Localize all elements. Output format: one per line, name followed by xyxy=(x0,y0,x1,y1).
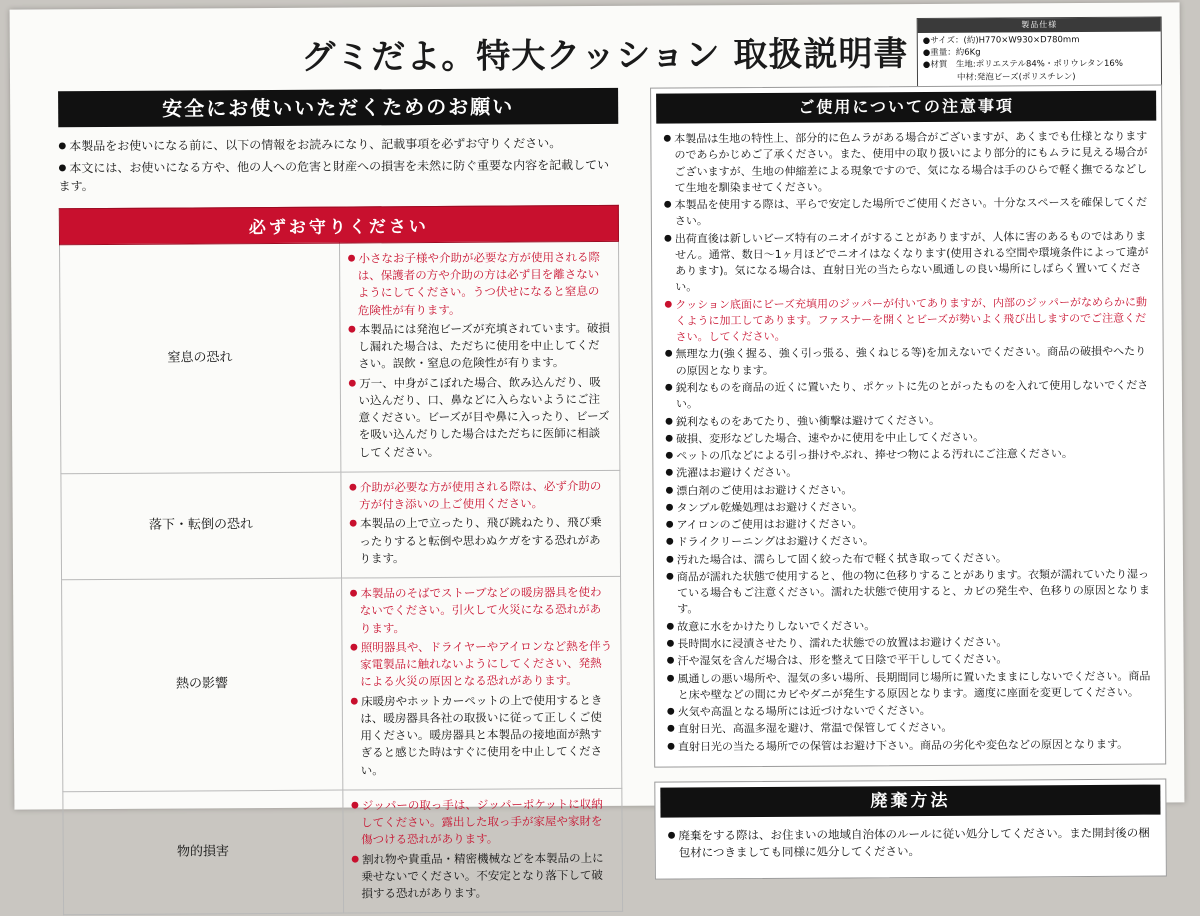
usage-item: ● 汚れた場合は、濡らして固く絞った布で軽く拭き取ってください。 xyxy=(666,549,1154,568)
safety-lead xyxy=(58,134,618,196)
usage-item: ● 直射日光の当たる場所での保管はお避け下さい。商品の劣化や変色などの原因となります。 xyxy=(667,736,1155,755)
usage-item: ● 長時間水に浸漬させたり、濡れた状態での放置はお避けください。 xyxy=(666,634,1154,653)
warning-table xyxy=(59,205,623,916)
usage-item: ● タンブル乾燥処理はお避けください。 xyxy=(666,497,1154,516)
usage-item: ● 鋭利なものを商品の近くに置いたり、ポケットに先のとがったものを入れて使用しないでください。 xyxy=(665,378,1153,414)
row-item: ● ジッパーの取っ手は、ジッパーポケットに収納してください。露出した取っ手が家屋や家財を傷つける恐れがあります。 xyxy=(351,796,614,849)
table-row xyxy=(63,788,623,915)
row-item: ● 介助が必要な方が使用される際は、必ず介助の方が付き添いの上ご使用ください。 xyxy=(349,478,612,514)
row-category: 落下・転倒の恐れ xyxy=(61,472,341,580)
safety-section xyxy=(58,88,623,916)
page-title: グミだよ。特大クッション 取扱説明書 xyxy=(301,34,909,78)
usage-item: ● 汗や湿気を含んだ場合は、形を整えて日陰で平干ししてください。 xyxy=(667,651,1155,670)
spec-line: 中材:発泡ビーズ(ポリスチレン) xyxy=(922,71,1076,83)
usage-item-highlighted: ● クッション底面にビーズ充填用のジッパーが付いてありますが、内部のジッパーがなめらかに動くように加工してあります。ファスナーを開くとビーズが勢いよく飛び出しますのでご注意ください。してください。 xyxy=(664,294,1152,346)
row-body xyxy=(339,241,620,472)
table-header-row xyxy=(59,205,618,244)
safety-banner: 安全にお使いいただくためのお願い xyxy=(58,88,618,127)
row-item: ● 本製品のそばでストーブなどの暖房器具を使わないでください。引火して火災になる恐れがあります。 xyxy=(350,584,613,637)
row-item: ● 割れ物や貴重品・精密機械などを本製品の上に乗せないでください。不安定となり落下して破損する恐れがあります。 xyxy=(351,849,614,902)
row-item: ● 本製品には発泡ビーズが充填されています。破損し漏れた場合は、ただちに使用を中止してください。誤飲・窒息の危険性が有ります。 xyxy=(348,320,611,373)
usage-box xyxy=(650,85,1166,768)
usage-item: ● 風通しの悪い場所や、湿気の多い場所、長期間同じ場所に置いたままにしないでください。商品と床や壁などの間にカビやダニが発生する原因となります。適度に座面を変更してください。 xyxy=(667,668,1155,704)
usage-item: ● 本製品は生地の特性上、部分的に色ムラがある場合がございますが、あくまでも仕様となりますのであらかじめご了承ください。また、使用中の取り扱いにより部分的にもムラに見える場合がございますが、生地の伸縮差による現象ですので、気になる場合は手のひらで軽く撫でるなどして生地を馴染ませてください。 xyxy=(663,129,1151,197)
row-item: ● 万一、中身がこぼれた場合、飲み込んだり、吸い込んだり、口、鼻などに入らないようにご注意ください。ビーズが目や鼻に入ったり、ビーズを吸い込んだりした場合はただちに医師に相談してください。 xyxy=(348,373,611,461)
safety-lead-line: ● 本文には、お使いになる方や、他の人への危害と財産への損害を未然に防ぐ重要な内容を記載しています。 xyxy=(58,155,618,196)
row-item: ● 小さなお子様や介助が必要な方が使用される際は、保護者の方や介助の方は必ず目を離さないようにしてください。うつ伏せになると窒息の危険性が有ります。 xyxy=(348,249,611,320)
safety-lead-line: ● 本製品をお使いになる前に、以下の情報をお読みになり、記載事項を必ずお守りください。 xyxy=(58,134,618,156)
usage-item: ● ドライクリーニングはお避けください。 xyxy=(666,532,1154,551)
table-row xyxy=(60,241,620,473)
table-row xyxy=(61,470,621,580)
usage-banner: ご使用についての注意事項 xyxy=(656,91,1156,124)
usage-item: ● 破損、変形などした場合、速やかに使用を中止してください。 xyxy=(665,428,1153,447)
usage-item: ● 無理な力(強く握る、強く引っ張る、強くねじる等)を加えないでください。商品の破損やへたりの原因となります。 xyxy=(665,344,1153,380)
usage-item: ● 商品が濡れた状態で使用すると、他の物に色移りすることがあります。衣類が濡れていたり湿っている場合もご注意ください。濡れた状態で使用すると、カビの発生や、色移りの原因となります。 xyxy=(666,567,1154,619)
disposal-banner: 廃棄方法 xyxy=(660,784,1160,817)
table-row xyxy=(62,576,622,791)
row-body xyxy=(341,576,622,789)
usage-item: ● 漂白剤のご使用はお避けください。 xyxy=(665,480,1153,499)
row-category: 物的損害 xyxy=(63,790,343,915)
usage-item: ● 出荷直後は新しいビーズ特有のニオイがすることがありますが、人体に害のあるものではありません。通常、数日～1ヶ月ほどでニオイはなくなります(使用される空間や環境条件によって違があります)。気になる場合は、直射日光の当たらない風通しの良い場所にしばらく置いてください。 xyxy=(664,228,1152,296)
row-item: ● 本製品の上で立ったり、飛び跳ねたり、飛び乗ったりすると転倒や思わぬケガをする恐れがあります。 xyxy=(349,514,612,567)
row-category: 熱の影響 xyxy=(62,578,343,791)
disposal-box xyxy=(654,778,1167,879)
spec-header: 製品仕様 xyxy=(918,18,1161,33)
row-category: 窒息の恐れ xyxy=(60,243,341,474)
spec-line: ●材質 生地:ポリエステル84%・ポリウレタン16% xyxy=(922,59,1123,71)
usage-list xyxy=(651,121,1165,767)
warning-table-header: 必ずお守りください xyxy=(59,205,618,244)
row-item: ● 照明器具や、ドライヤーやアイロンなど熱を伴う家電製品に触れないようにしてください、発熱による火災の原因となる恐れがあります。 xyxy=(350,638,613,691)
usage-item: ● 鋭利なものをあてたり、強い衝撃は避けてください。 xyxy=(665,411,1153,430)
usage-item: ● 直射日光、高温多湿を避け、常温で保管してください。 xyxy=(667,719,1155,738)
usage-item: ● 本製品を使用する際は、平らで安定した場所でご使用ください。十分なスペースを確保してください。 xyxy=(664,195,1152,231)
usage-item: ● アイロンのご使用はお避けください。 xyxy=(666,515,1154,534)
instruction-sheet xyxy=(10,2,1185,901)
row-body xyxy=(342,788,622,913)
spec-line: ●サイズ：(約)H770×W930×D780mm xyxy=(922,34,1080,46)
usage-item: ● ペットの爪などによる引っ掛けやぶれ、捧せつ物による汚れにご注意ください。 xyxy=(665,446,1153,465)
product-spec-box xyxy=(917,17,1162,88)
disposal-item: ● 廃棄をする際は、お住まいの地域自治体のルールに従い処分してください。また開封後の梱包材につきましても同様に処分してください。 xyxy=(668,824,1154,861)
row-body xyxy=(340,470,620,578)
usage-item: ● 故意に水をかけたりしないでください。 xyxy=(666,616,1154,635)
disposal-list xyxy=(656,814,1166,878)
spec-body xyxy=(918,31,1161,87)
usage-item: ● 火気や高温となる場所には近づけないでください。 xyxy=(667,702,1155,721)
usage-item: ● 洗濯はお避けください。 xyxy=(665,463,1153,482)
usage-section xyxy=(650,85,1167,880)
spec-line: ●重量：約6Kg xyxy=(922,47,981,58)
sheet-content xyxy=(10,2,1185,901)
row-item: ● 床暖房やホットカーペットの上で使用するときは、暖房器具各社の取扱いに従って正しくご使用ください。暖房器具と本製品の接地面が熱すぎると感じた時はすぐに使用を中止してください。 xyxy=(350,691,613,779)
